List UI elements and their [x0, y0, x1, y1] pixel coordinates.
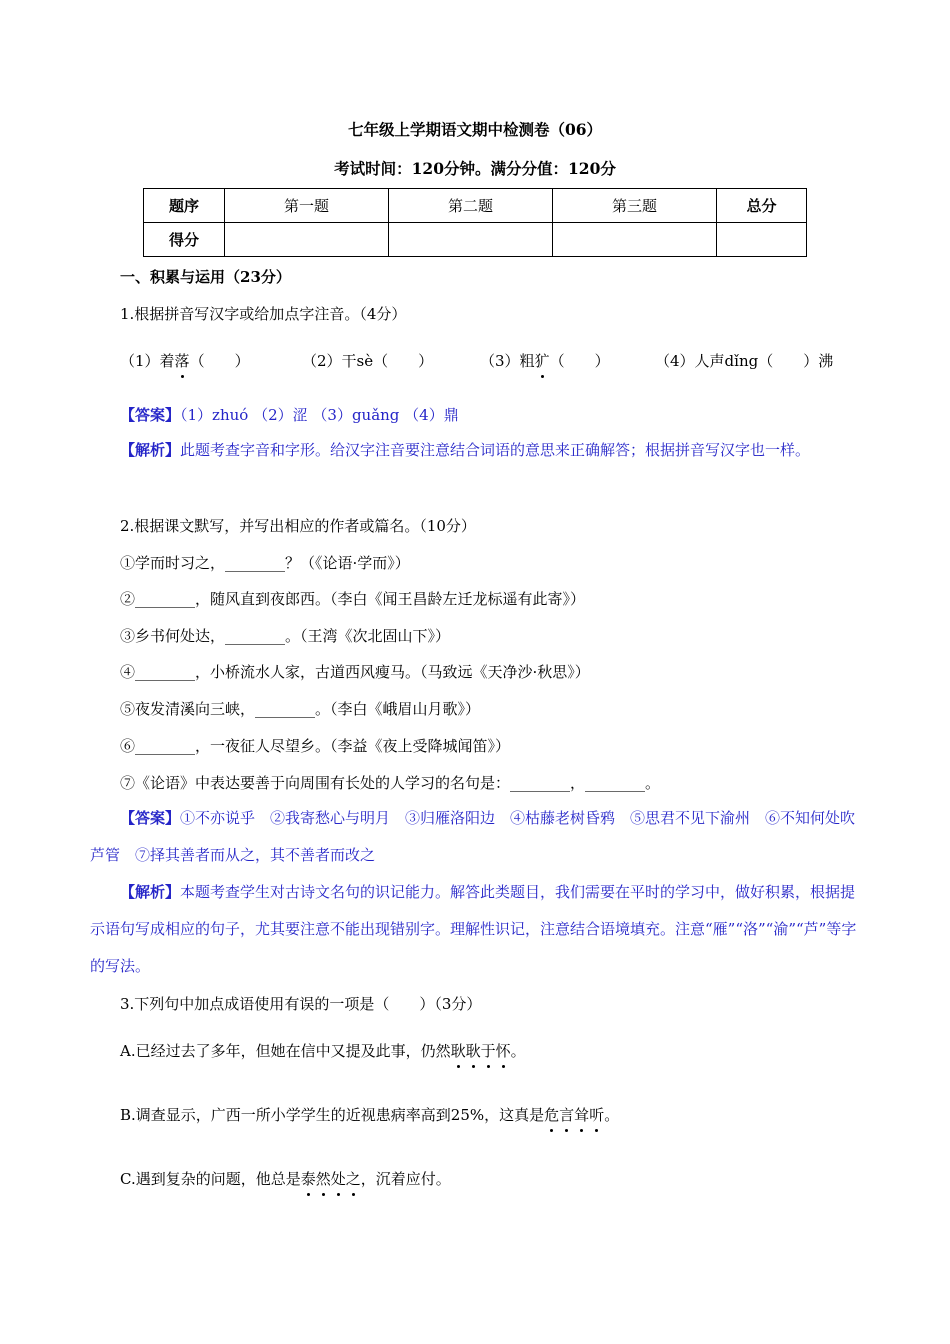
- q2-line-5: ⑤夜发清溪向三峡，________。（李白《峨眉山月歌》）: [120, 700, 481, 718]
- score-header-q2: 第二题: [389, 189, 553, 223]
- q1-item-1-post: （ ）: [189, 352, 250, 370]
- dotted-char: 处: [330, 1170, 346, 1188]
- dotted-char: 耸: [574, 1106, 590, 1124]
- q3-option-c-pre: C.遇到复杂的问题，他总是: [120, 1170, 301, 1188]
- q2-line-4: ④________，小桥流水人家，古道西风瘦马。（马致远《天净沙·秋思》）: [120, 663, 590, 681]
- q3-option-c-post: ，沉着应付。: [360, 1170, 451, 1188]
- q3-option-a-post: 。: [510, 1042, 526, 1060]
- q1-answer-text: （1）zhuó （2）涩 （3）guǎng （4）鼎: [180, 406, 459, 424]
- answer-tag: 【答案】: [120, 809, 181, 827]
- q2-analysis-text: 本题考查学生对古诗文名句的识记能力。解答此类题目，我们需要在平时的学习中，做好积累，根据提示语句写成相应的句子，尤其要注意不能出现错别字。理解性识记，注意结合语境填充。注意“雁”“洛”“渝”“芦”等字的写法。: [90, 883, 857, 975]
- dotted-char: 耿: [465, 1042, 481, 1060]
- q3-option-c: [120, 1168, 451, 1189]
- analysis-tag: 【解析】: [120, 441, 181, 459]
- q1-item-3: [480, 350, 610, 371]
- dotted-char: 落: [174, 352, 190, 370]
- q1-item-4: （4）人声dǐng（ ）沸: [655, 352, 834, 370]
- q2-stem: 2.根据课文默写，并写出相应的作者或篇名。（10分）: [120, 517, 476, 535]
- q2-line-6: ⑥________，一夜征人尽望乡。（李益《夜上受降城闻笛》）: [120, 737, 511, 755]
- dotted-char: 言: [559, 1106, 575, 1124]
- q2-answer: [90, 800, 865, 874]
- q1-analysis-text: 此题考查字音和字形。给汉字注音要注意结合词语的意思来正确解答；根据拼音写汉字也一样。: [180, 441, 811, 459]
- dotted-char: 于: [480, 1042, 496, 1060]
- q3-option-b: [120, 1104, 619, 1125]
- q1-item-1: [120, 350, 250, 371]
- score-cell-q3: [553, 223, 717, 257]
- score-header-q1: 第一题: [225, 189, 389, 223]
- q1-answer: [120, 404, 459, 425]
- q3-option-a: [120, 1040, 526, 1061]
- score-table-score-row: [144, 223, 807, 257]
- q2-line-1: ①学而时习之，________？（《论语·学而》）: [120, 554, 410, 572]
- q1-item-1-pre: （1）着: [120, 352, 175, 370]
- q3-option-a-pre: A.已经过去了多年，但她在信中又提及此事，仍然: [120, 1042, 451, 1060]
- dotted-char: 危: [544, 1106, 560, 1124]
- q1-stem: 1.根据拼音写汉字或给加点字注音。（4分）: [120, 305, 407, 323]
- dotted-char: 然: [315, 1170, 331, 1188]
- q3-option-b-pre: B.调查显示，广西一所小学学生的近视患病率高到25%，这真是: [120, 1106, 545, 1124]
- score-table: [143, 188, 807, 257]
- q1-item-3-post: （ ）: [549, 352, 610, 370]
- q3-stem: 3.下列句中加点成语使用有误的一项是（ ）（3分）: [120, 995, 482, 1013]
- q1-analysis: [90, 432, 865, 469]
- section-heading-1: 一、积累与运用（23分）: [120, 268, 291, 286]
- q1-item-2: （2）干sè（ ）: [302, 352, 434, 370]
- q2-line-2: ②________，随风直到夜郎西。（李白《闻王昌龄左迁龙标遥有此寄》）: [120, 590, 586, 608]
- q2-analysis: [90, 874, 865, 985]
- q2-line-3: ③乡书何处达，________。（王湾《次北固山下》）: [120, 627, 451, 645]
- dotted-char: 之: [345, 1170, 361, 1188]
- q2-answer-text: ①不亦说乎 ②我寄愁心与明月 ③归雁洛阳边 ④枯藤老树昏鸦 ⑤思君不见下渝州 ⑥不知何处吹芦管 ⑦择其善者而从之，其不善者而改之: [90, 809, 856, 864]
- score-header-q3: 第三题: [553, 189, 717, 223]
- score-header-order: 题序: [144, 189, 225, 223]
- dotted-char: 耿: [450, 1042, 466, 1060]
- page-title: 七年级上学期语文期中检测卷（06）: [347, 120, 603, 139]
- dotted-char: 怀: [495, 1042, 511, 1060]
- dotted-char: 泰: [300, 1170, 316, 1188]
- score-cell-q1: [225, 223, 389, 257]
- q3-option-b-post: 。: [604, 1106, 620, 1124]
- q1-item-3-pre: （3）粗: [480, 352, 535, 370]
- q2-line-7: ⑦《论语》中表达要善于向周围有长处的人学习的名句是：________，________。: [120, 774, 661, 792]
- score-cell-q2: [389, 223, 553, 257]
- score-table-header-row: [144, 189, 807, 223]
- dotted-char: 听: [589, 1106, 605, 1124]
- score-row-label: 得分: [144, 223, 225, 257]
- score-cell-total: [717, 223, 807, 257]
- analysis-tag: 【解析】: [120, 883, 181, 901]
- score-header-total: 总分: [717, 189, 807, 223]
- answer-tag: 【答案】: [120, 406, 181, 424]
- exam-info: 考试时间：120分钟。满分分值：120分: [334, 159, 616, 178]
- dotted-char: 犷: [534, 352, 550, 370]
